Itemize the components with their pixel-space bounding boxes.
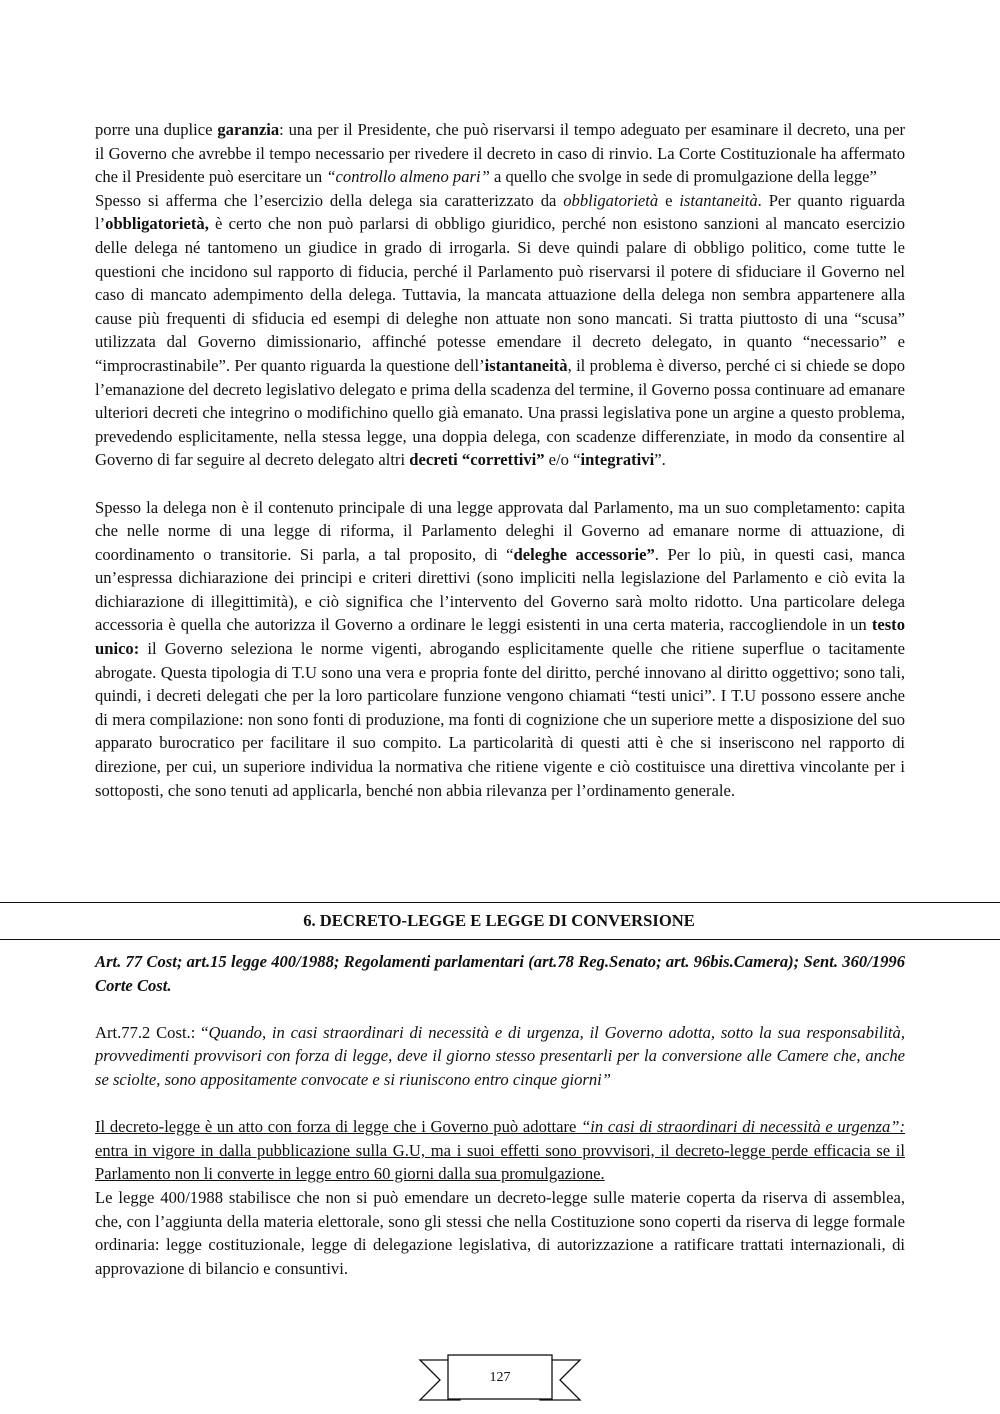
italic-term: istantaneità — [679, 190, 758, 210]
bold-term: deleghe accessorie” — [513, 544, 655, 564]
text-run: e/o “ — [544, 450, 581, 470]
bold-term: garanzia — [217, 120, 280, 139]
page-number: 127 — [489, 1370, 511, 1385]
italic-quote: Quando, in casi straordinari di necessità e di urgenza, il Governo adotta, sotto la sua responsabilità, provvedimenti provvisori con forza di legge, deve il giorno stesso presentarli per la conversione alle Camere che, anche se sciolte, sono appositamente convocate e si riuniscono entro cinque giorni” — [95, 1022, 905, 1089]
references-text: Art. 77 Cost; art.15 legge 400/1988; Regolamenti parlamentari (art.78 Reg.Senato; art. 96bis.Camera); Sent. 360/1996 Corte Cost. — [95, 952, 905, 995]
paragraph-gap — [95, 472, 905, 496]
section-heading-box — [0, 902, 1000, 940]
section-title: 6. DECRETO-LEGGE E LEGGE DI CONVERSIONE — [303, 911, 695, 930]
paragraph-deleghe-accessorie — [95, 496, 905, 803]
bold-term: decreti “correttivi” — [409, 450, 545, 470]
upper-body — [95, 118, 905, 802]
text-run: il Governo seleziona le norme vigenti, abrogando esplicitamente quelle che ritiene superflue o tacitamente abrogate. Questa tipologia di T.U sono una vera e propria fonte del diritto, perché innovano al diritto oggettivo; sono tali, quindi, i decreti delegati che per la loro particolare funzione vengono chiamati “testi unici”. I T.U possono essere anche di mera compilazione: non sono fonti di produzione, ma fonti di cognizione che un superiore mette a disposizione del suo apparato burocratico per facilitare il suo compito. La particolarità di questi atti è che si inseriscono nel rapporto di direzione, per cui, un superiore individua la normativa che ritiene vigente e ciò costituisce una direttiva vincolante per i sottoposti, che sono tenuti ad applicarla, benché non abbia rilevanza per l’ordinamento generale. — [95, 639, 905, 800]
italic-quote: “in casi di straordinari di necessità e urgenza”: — [581, 1117, 906, 1137]
page-number-banner — [418, 1354, 582, 1406]
text-run: Il decreto-legge è un atto con forza di legge che i Governo può adottare — [95, 1117, 582, 1137]
text-run: entra in vigore in dalla pubblicazione sulla G.U, ma i suoi effetti sono provvisori, il decreto-legge perde efficacia se il Parlamento non li converte in legge entro 60 giorni dalla sua promulgazione. — [95, 1140, 905, 1184]
paragraph-gap — [95, 1092, 905, 1116]
text-run: Spesso la delega non è il contenuto principale di una legge approvata dal Parlamento, ma un suo completamento: capita che nelle norme di una legge di riforma, il Parlamento deleghi il Governo ad emanare norme di attuazione, di coordinamento o transitorie. Si parla, a tal proposito, di “ — [95, 497, 905, 564]
text-run: Spesso si afferma che l’esercizio della delega sia caratterizzato da — [95, 190, 564, 210]
bold-term: testo unico: — [95, 615, 905, 659]
text-run: ”. — [654, 450, 666, 470]
text-run: , il problema è diverso, perché ci si chiede se dopo l’emanazione del decreto legislativo delegato e prima della scadenza del termine, il Governo possa continuare ad emanare ulteriori decreti che integrino o modifichino quello già emanato. Una prassi legislativa pone un argine a questo problema, prevedendo esplicitamente, nella stessa legge, una doppia delega, con scadenze differenziate, in modo da consentire al Governo di far seguire al decreto delegato altri — [95, 355, 905, 470]
paragraph-gap — [95, 997, 905, 1021]
text-run: . Per quanto riguarda l’ — [95, 190, 905, 234]
text-run: : una per il Presidente, che può riservarsi il tempo adeguato per esaminare il decreto, una per il Governo che avrebbe il tempo necessario per rivedere il decreto in caso di rinvio. La Corte Costituzionale ha affermato che il Presidente può esercitare un — [95, 120, 905, 187]
article-quote — [95, 1021, 905, 1092]
decreto-legge-definition — [95, 1115, 905, 1186]
paragraph-obbligatorieta — [95, 189, 905, 472]
bold-term: obbligatorietà, — [105, 214, 209, 234]
text-run: è certo che non può parlarsi di obbligo giuridico, perché non esistono sanzioni al mancato esercizio delle delega né tantomeno un giudice in grado di irrogarla. Si deve quindi palare di obbligo politico, come tutte le questioni che incidono sul rapporto di fiducia, perché il Parlamento può riservarsi il potere di sfiduciare il Governo nel caso di mancato adempimento della delega. Tuttavia, la mancata attuazione della delega non sembra appartenere alla cause più frequenti di sfiducia ed esempi di deleghe non attuate non sono mancati. Si tratta piuttosto di una “scusa” utilizzata dal Governo dimissionario, affinché potesse emendare il decreto delegato, in quanto “necessario” e “improcrastinabile”. Per quanto riguarda la questione dell’ — [95, 214, 905, 375]
italic-term: obbligatorietà — [563, 190, 659, 210]
lower-body — [95, 950, 905, 1280]
text-run: porre una duplice — [95, 120, 218, 139]
paragraph-legge-400: Le legge 400/1988 stabilisce che non si può emendare un decreto-legge sulle materie coperta da riserva di assemblea, che, con l’aggiunta della materia elettorale, sono gli stessi che nella Costituzione sono coperti da riserva di legge formale ordinaria: legge costituzionale, legge di delegazione legislativa, di autorizzazione a ratificare trattati internazionali, di approvazione di bilancio e consuntivi. — [95, 1187, 905, 1278]
bold-term: istantaneità — [484, 355, 568, 375]
bold-term: integrativi — [580, 450, 655, 470]
text-run: Art.77.2 Cost.: “ — [95, 1022, 209, 1042]
legal-references — [95, 950, 905, 997]
italic-quote: “controllo almeno pari” — [326, 167, 490, 187]
text-run: e — [658, 190, 680, 210]
text-run: a quello che svolge in sede di promulgazione della legge” — [489, 167, 877, 187]
paragraph-garanzia — [95, 118, 905, 189]
text-run: . Per lo più, in questi casi, manca un’espressa dichiarazione dei principi e criteri direttivi (sono impliciti nella legislazione del Parlamento e ciò evita la dichiarazione di illegittimità), e ciò significa che l’intervento del Governo sarà molto ridotto. Una particolare delega accessoria è quella che autorizza il Governo a ordinare le leggi esistenti in una certa materia, raccogliendole in un — [95, 544, 905, 635]
